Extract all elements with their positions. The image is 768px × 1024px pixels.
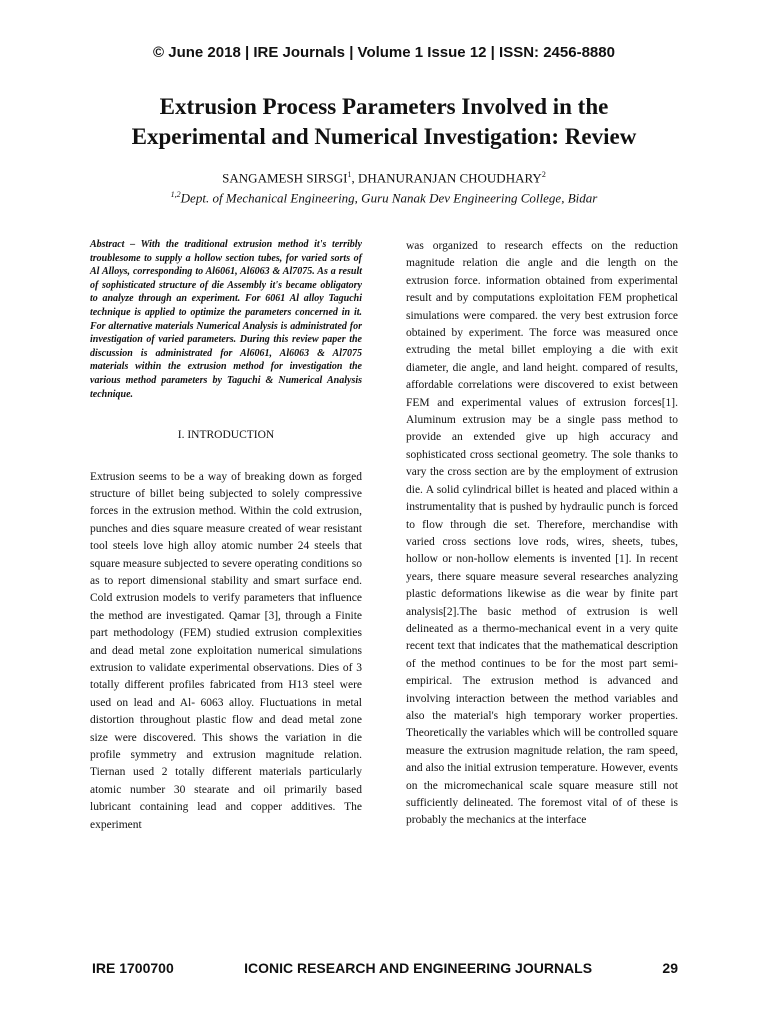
author-2: DHANURANJAN CHOUDHARY [358, 170, 542, 186]
author-1: SANGAMESH SIRSGI [222, 170, 348, 186]
page-footer [92, 960, 678, 976]
affiliation [0, 190, 768, 206]
introduction-left-text: Extrusion seems to be a way of breaking down as forged structure of billet being subjected to solely compressive forces in the extrusion method. Within the cold extrusion, punches and dies square measure created of wear resistant tool steels love high alloy atomic number 24 steels that square measure subjected to severe operating conditions so as to report dimensional stability and smart surface end. Cold extrusion models to verify parameters that influence the method are investigated. Qamar [3], through a Finite part methodology (FEM) studied extrusion complexities and dead metal zone exploitation numerical simulations extrusion to validate experimental observations. Dies of 3 totally different profiles fabricated from H13 steel were used on lead and Al- 6063 alloy. Fluctuations in metal distortion throughout plastic flow and dead metal zone size were discovered. This shows the variation in die profile symmetry and extrusion magnitude relation. Tiernan used 2 totally different materials particularly atomic number 30 stearate and oil primarily based lubricant containing lead and copper additives. The experiment [90, 470, 362, 831]
right-column [406, 238, 678, 830]
affiliation-mark: 1,2 [170, 190, 181, 199]
abstract-text: Abstract – With the traditional extrusion method it's terribly troublesome to supply a hollow section tubes, for varied sorts of Al Alloys, corresponding to Al6061, Al6063 & Al7075. As a result of sophisticated structure of die Assembly it's became obligatory to analyze through an experiment. For 6061 Al alloy Taguchi technique is applied to optimize the parameters concerned in it. For alternative materials Numerical Analysis is administrated for investigation of varied parameters. During this review paper the discussion is administrated for Al6061, Al6063 & Al7075 materials within the extrusion method for investigation the various method parameters by Taguchi & Numerical Analysis technique. [90, 239, 362, 400]
title-line-1: Extrusion Process Parameters Involved in the [159, 94, 609, 119]
footer-paper-id: IRE 1700700 [92, 960, 174, 976]
title-line-2: Experimental and Numerical Investigation: Review [131, 124, 637, 149]
author-list [0, 170, 768, 186]
footer-page-number: 29 [662, 960, 678, 976]
footer-journal-name: ICONIC RESEARCH AND ENGINEERING JOURNALS [244, 960, 593, 976]
section-heading-introduction: I. INTRODUCTION [177, 429, 275, 442]
paper-title [60, 92, 708, 152]
author-separator: , [351, 170, 358, 186]
author-2-affil-mark: 2 [541, 170, 546, 179]
journal-header: © June 2018 | IRE Journals | Volume 1 Issue 12 | ISSN: 2456-8880 [153, 44, 615, 61]
affiliation-text: Dept. of Mechanical Engineering, Guru Nanak Dev Engineering College, Bidar [180, 190, 598, 206]
author-1-affil-mark: 1 [347, 170, 352, 179]
introduction-right-text: was organized to research effects on the reduction magnitude relation die angle and die length on the extrusion force. information obtained from experimental result and by computations exploitation FEM prophetical simulations were compared. the very best extrusion force obtained by experiment. The force was measured once extruding the metal billet employing a die with exit diameter, die angle, and land height. compared of results, affordable correlations were discovered to exist between FEM and experimental values of extrusion forces[1]. Aluminum extrusion may be a single pass method to provide an extended give up high accuracy and sophisticated cross sectional geometry. The sole thanks to vary the cross section are by the employment of extrusion die. A solid cylindrical billet is heated and placed within a instrumentality that is pushed by hydraulic punch is forced to flow through die set. Therefore, merchandise with varied cross sections love rods, wires, sheets, tubes, hollow or non-hollow elements is invented [1]. In recent years, there square measure several researches analyzing plastic deformations likewise as die wear by finite part analysis[2].The basic method of extrusion is well delineated as a thermo-mechanical event in a very quite recent text that indicates that the mathematical description of the method continues to be for the most part semi-empirical. The extrusion method is advanced and involving interaction between the method variables and also the material's high temporary worker properties. Theoretically the variables which will be controlled square measure the extrusion magnitude relation, the ram speed, and also the initial extrusion temperature. However, events on the micromechanical scale square measure still not sufficiently delineated. The foremost vital of of these is probably the mechanics at the interface [406, 240, 678, 827]
left-column [90, 238, 362, 834]
